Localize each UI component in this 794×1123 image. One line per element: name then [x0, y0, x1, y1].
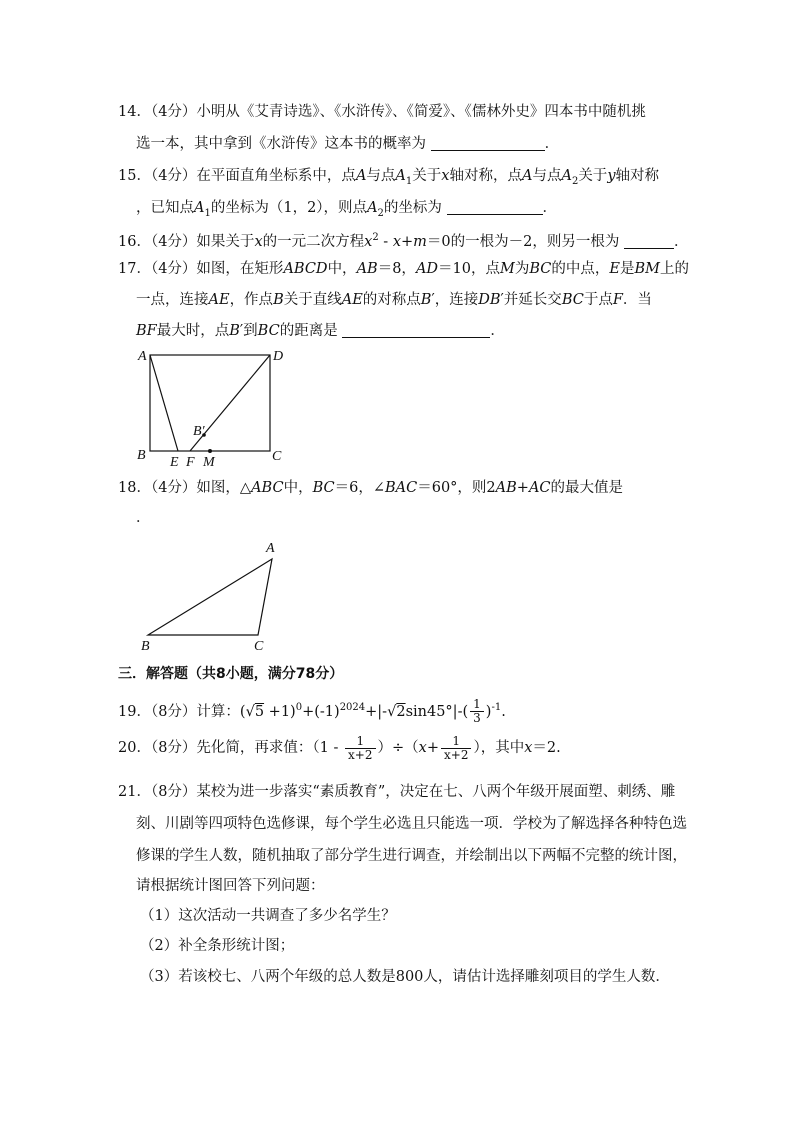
triangle-abc [148, 559, 272, 635]
q21-sub2: （2）补全条形统计图； [140, 938, 295, 954]
q20-line: 20．（8分）先化简，再求值：（1 - $\frac{1}{x+2}$ ）÷（x+ $\frac{1}{x+2}$ ），其中x＝2. [118, 733, 561, 762]
section-3-heading: 三．解答题（共8小题，满分78分） [118, 666, 344, 682]
label-a: A [266, 541, 275, 556]
q21-line1: 21．（8分）某校为进一步落实“素质教育”，决定在七、八两个年级开展面塑、刺绣、雕 [118, 784, 676, 800]
q19-line: 19．（8分）计算：$(√5 +1)^0+(-1)^{2024}+|-√2\sin 45^\circ|-$( $\frac{1}{3}$ )$^{-1}$. [118, 697, 506, 726]
q16-line: 16．（4分）如果关于x的一元二次方程$x^2 - x+m=0$的一根为－2，则另一根为 ． [118, 232, 689, 250]
label-a: A [138, 349, 147, 364]
fraction-1-over-x-plus-2-b: $\frac{1}{x+2}$ [441, 735, 471, 762]
label-c: C [272, 449, 282, 464]
q21-line4: 请根据统计图回答下列问题： [136, 878, 325, 894]
q16-answer-blank [624, 232, 674, 249]
q17-figure [132, 344, 292, 472]
q21-line3: 修课的学生人数，随机抽取了部分学生进行调查，并绘制出以下两幅不完整的统计图， [136, 848, 687, 864]
q14-answer-blank [431, 134, 545, 151]
point-m [208, 449, 212, 453]
q15-line1: 15．（4分）在平面直角坐标系中，点A与点$A_1$关于x轴对称，点A与点$A_2$关于y轴对称 [118, 168, 660, 187]
q15-line2: ，已知点$A_1$的坐标为（1，2），则点$A_2$的坐标为 ． [136, 200, 558, 219]
q21-sub1: （1）这次活动一共调查了多少名学生？ [140, 908, 396, 924]
q18-figure [132, 532, 292, 656]
q21-sub3: （3）若该校七、八两个年级的总人数是800人，请估计选择雕刻项目的学生人数． [140, 969, 670, 985]
q18-line1: 18．（4分）如图，△ABC中，BC＝6，∠BAC＝60°，则2AB+AC的最大值是 [118, 480, 624, 496]
q17-answer-blank [342, 321, 490, 338]
segment-ae [150, 355, 178, 451]
q17-line3: BF最大时，点B′到BC的距离是 ． [136, 323, 505, 339]
rectangle-abcd [150, 355, 270, 451]
q21-line2: 刻、川剧等四项特色选修课，每个学生必选且只能选一项．学校为了解选择各种特色选 [136, 816, 687, 832]
q14-line2: 选一本，其中拿到《水浒传》这本书的概率为 ． [136, 136, 560, 152]
label-m: M [203, 455, 215, 470]
q17-line2: 一点，连接AE，作点B关于直线AE的对称点B′，连接DB′并延长交BC于点F．当 [136, 292, 652, 308]
q15-answer-blank [447, 198, 543, 215]
q14-line1: 14．（4分）小明从《艾青诗选》、《水浒传》、《简爱》、《儒林外史》四本书中随机挑 [118, 104, 646, 120]
label-c: C [254, 639, 264, 654]
label-b: B [141, 639, 150, 654]
label-e: E [170, 455, 179, 470]
label-d: D [273, 349, 284, 364]
fraction-one-third: $\frac{1}{3}$ [470, 698, 484, 725]
label-b-prime: B′ [193, 424, 205, 439]
fraction-1-over-x-plus-2: $\frac{1}{x+2}$ [345, 735, 375, 762]
label-f: F [186, 455, 195, 470]
label-b: B [137, 448, 146, 463]
q17-line1: 17．（4分）如图，在矩形ABCD中，AB＝8，AD＝10，点M为BC的中点，E是BM上的 [118, 261, 689, 277]
q18-line2: ． [136, 510, 151, 526]
